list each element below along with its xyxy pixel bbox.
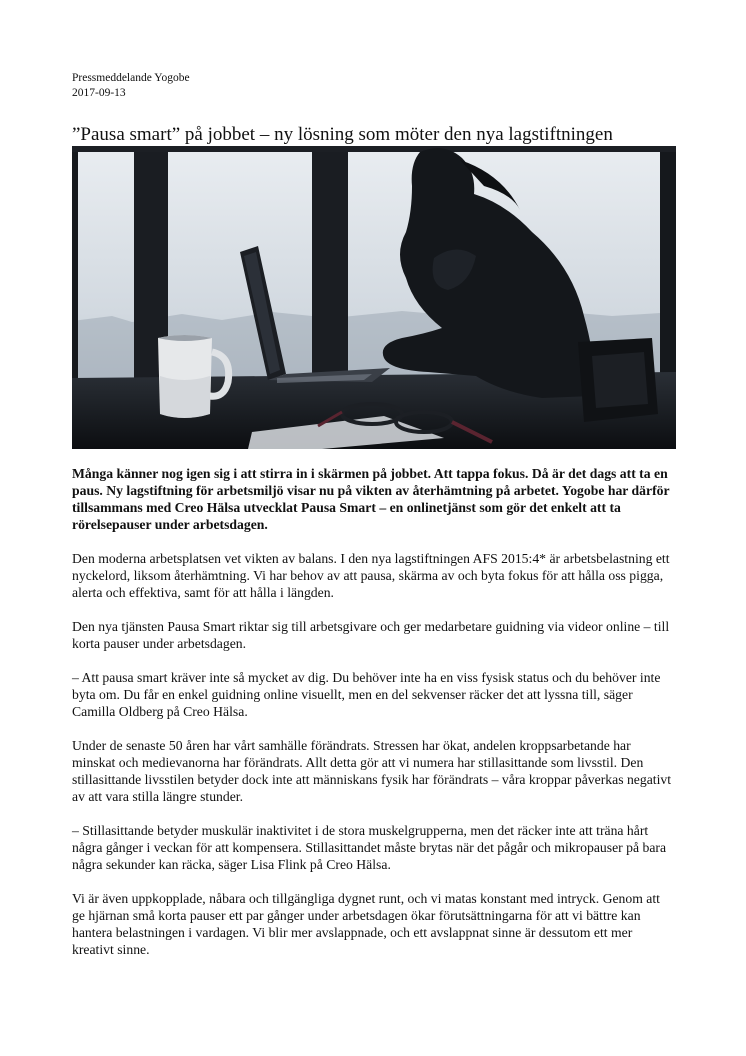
article-body — [72, 465, 676, 975]
press-label: Pressmeddelande Yogobe — [72, 72, 190, 84]
press-header — [72, 71, 190, 101]
article-paragraph: Under de senaste 50 åren har vårt samhälle förändrats. Stressen har ökat, andelen kroppsarbetande har minskat och medievanorna har förändrats. Allt detta gör att vi numera har stillasittande som livsstil. Den stillasittande livsstilen betyder dock inte att människans fysik har förändrats – våra kroppar påverkas negativt av att vara stilla längre stunder. — [72, 738, 672, 804]
article-paragraph: – Att pausa smart kräver inte så mycket av dig. Du behöver inte ha en viss fysisk status och du behöver inte byta om. Du får en enkel guidning online visuellt, men en del sekvenser räcker det att lyssna till, säger Camilla Oldberg på Creo Hälsa. — [72, 670, 661, 719]
article-title: ”Pausa smart” på jobbet – ny lösning som möter den nya lagstiftningen — [72, 124, 613, 145]
article-paragraph: Den moderna arbetsplatsen vet vikten av balans. I den nya lagstiftningen AFS 2015:4* är arbetsbelastning ett nyckelord, liksom återhämtning. Vi har behov av att pausa, skärma av och byta fokus för att hålla oss pigga, alerta och effektiva, samt för att hålla i längden. — [72, 551, 670, 600]
article-lead: Många känner nog igen sig i att stirra in i skärmen på jobbet. Att tappa fokus. Då är det dags att ta en paus. Ny lagstiftning för arbetsmiljö visar nu på vikten av återhämtning på arbetet. Yogobe har därför tillsammans med Creo Hälsa utvecklat Pausa Smart – en onlinetjänst som gör det enkelt att ta rörelsepauser under arbetsdagen. — [72, 466, 670, 532]
article-paragraph: – Stillasittande betyder muskulär inaktivitet i de stora muskelgrupperna, men det räcker inte att träna hårt några gånger i veckan för att kompensera. Stillasittandet måste brytas när det pågår och mikropauser på bara några sekunder kan räcka, säger Lisa Flink på Creo Hälsa. — [72, 823, 667, 872]
header-photo — [72, 146, 676, 449]
press-date: 2017-09-13 — [72, 87, 126, 99]
article-paragraph: Vi är även uppkopplade, nåbara och tillgängliga dygnet runt, och vi matas konstant med intryck. Genom att ge hjärnan små korta pauser ett par gånger under arbetsdagen ökar förutsättningarna för att vi bättre kan hantera belastningen i vardagen. Vi blir mer avslappnade, och ett avslappnat sinne är dessutom ett mer kreativt sinne. — [72, 891, 660, 957]
article-paragraph: Den nya tjänsten Pausa Smart riktar sig till arbetsgivare och ger medarbetare guidning via videor online – till korta pauser under arbetsdagen. — [72, 619, 670, 651]
